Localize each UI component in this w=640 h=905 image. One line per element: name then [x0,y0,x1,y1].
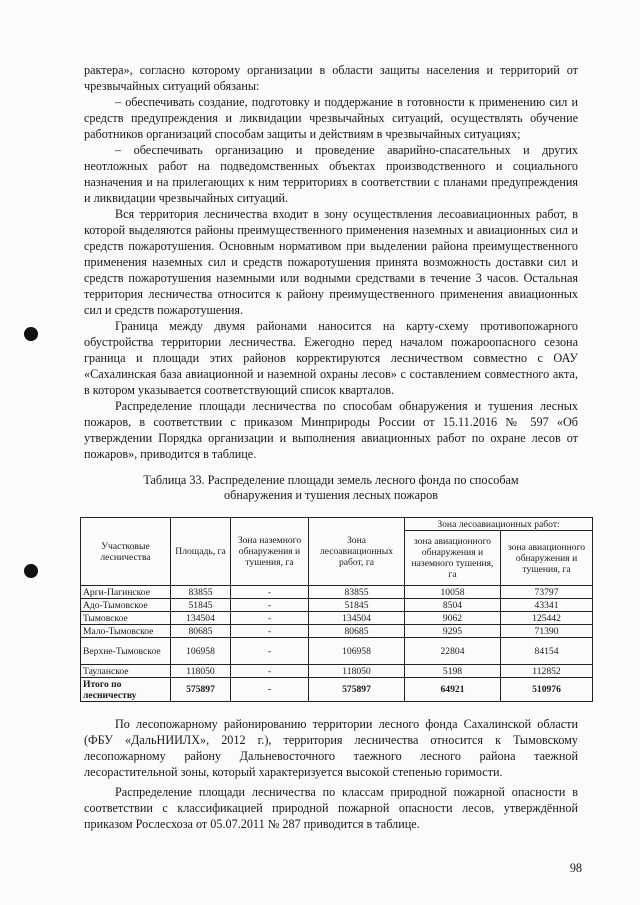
cell-ground: - [231,665,309,678]
table-row [81,638,593,665]
cell-area: 134504 [171,612,231,625]
cell-av-ground: 8504 [405,599,501,612]
cell-av-ground: 64921 [405,678,501,702]
cell-ground: - [231,625,309,638]
paragraph: рактера», согласно которому организации в области защиты населения и территорий от чрезвычайных ситуаций обязаны: [84,63,578,93]
header-aviation-works: Зона лесоавиационных работ: [405,518,593,531]
punch-hole-mark [24,327,38,341]
cell-aviation: 51845 [309,599,405,612]
table-row [81,612,593,625]
cell-ground: - [231,586,309,599]
cell-av-ground: 5198 [405,665,501,678]
table-caption-line: обнаружения и тушения лесных пожаров [224,488,438,502]
cell-aviation: 118050 [309,665,405,678]
paragraph: Вся территория лесничества входит в зону осуществления лесоавиационных работ, в которой выделяются районы преимущественного применения наземных и авиационных сил и средств пожаротушения. Основным нормативом при выделении района преимущественного применения наземных сил и средств пожаротушения принята возможность доставки сил и средств пожаротушения наземными или водными средствами в течение 3 часов. Остальная территория лесничества относится к району преимущественного применения авиационных сил и средств пожаротушения. [84,207,578,317]
header-area: Площадь, га [171,518,231,586]
table-caption-line: Таблица 33. Распределение площади земель лесного фонда по способам [143,473,519,487]
cell-aviation: 83855 [309,586,405,599]
cell-av-only: 84154 [501,638,593,665]
cell-area: 118050 [171,665,231,678]
body-text-bottom [84,716,578,832]
cell-forestry: Мало-Тымовское [81,625,171,638]
cell-av-only: 510976 [501,678,593,702]
cell-av-ground: 10058 [405,586,501,599]
forest-fire-zones-table [80,517,593,702]
paragraph: – обеспечивать создание, подготовку и поддержание в готовности к применению сил и средств предупреждения и ликвидации чрезвычайных ситуаций, осуществлять обучение работников организаций способам защиты и действиям в чрезвычайных ситуациях; [84,95,578,141]
cell-forestry: Арги-Пагинское [81,586,171,599]
cell-area: 575897 [171,678,231,702]
table-row [81,586,593,599]
cell-forestry: Адо-Тымовское [81,599,171,612]
cell-av-only: 125442 [501,612,593,625]
paragraph: По лесопожарному районированию территории лесного фонда Сахалинской области (ФБУ «ДальНИИЛХ», 2012 г.), территория лесничества относится к Тымовскому лесопожарному району Дальневосточного таежного лесного района таежной лесорастительной зоны, который характеризуется высокой степенью горимости. [84,717,578,779]
table-row [81,599,593,612]
cell-av-ground: 9062 [405,612,501,625]
cell-av-only: 112852 [501,665,593,678]
header-aviation-zone: Зона лесоавиационных работ, га [309,518,405,586]
cell-forestry: Тауланское [81,665,171,678]
header-aviation-only-sub: зона авиационного обнаружения и тушения, га [501,531,593,586]
cell-forestry: Тымовское [81,612,171,625]
cell-ground: - [231,678,309,702]
cell-forestry: Верхне-Тымовское [81,638,171,665]
cell-aviation: 106958 [309,638,405,665]
cell-area: 80685 [171,625,231,638]
table-total-row [81,678,593,702]
cell-ground: - [231,612,309,625]
cell-area: 106958 [171,638,231,665]
cell-av-ground: 9295 [405,625,501,638]
punch-hole-mark [24,564,38,578]
header-forestry: Участковые лесничества [81,518,171,586]
cell-aviation: 575897 [309,678,405,702]
cell-av-only: 71390 [501,625,593,638]
table-row [81,625,593,638]
cell-forestry: Итого по лесничеству [81,678,171,702]
paragraph: Распределение площади лесничества по способам обнаружения и тушения лесных пожаров, в соответствии с приказом Минприроды России от 15.11.2016 № 597 «Об утверждении Порядка организации и выполнения авиационных работ по охране лесов от пожаров», приводится в таблице. [84,399,578,461]
paragraph: Распределение площади лесничества по классам природной пожарной опасности в соответствии с классификацией природной пожарной опасности лесов, утверждённой приказом Рослесхоза от 05.07.2011 № 287 приводится в таблице. [84,785,578,831]
page-number: 98 [569,861,582,875]
table-caption [84,473,578,503]
cell-area: 51845 [171,599,231,612]
cell-aviation: 134504 [309,612,405,625]
cell-av-only: 43341 [501,599,593,612]
cell-av-ground: 22804 [405,638,501,665]
body-text-top [84,62,578,462]
header-ground-zone: Зона наземного обнаружения и тушения, га [231,518,309,586]
cell-ground: - [231,638,309,665]
cell-ground: - [231,599,309,612]
cell-av-only: 73797 [501,586,593,599]
cell-area: 83855 [171,586,231,599]
cell-aviation: 80685 [309,625,405,638]
paragraph: Граница между двумя районами наносится на карту-схему противопожарного обустройства территории лесничества. Ежегодно перед началом пожароопасного сезона граница и площади этих районов корректируются лесничеством совместно с ОАУ «Сахалинская база авиационной и наземной охраны лесов» с составлением совместного акта, в котором указывается соответствующий список кварталов. [84,319,578,397]
table-row [81,665,593,678]
paragraph: – обеспечивать организацию и проведение аварийно-спасательных и других неотложных работ на подведомственных объектах производственного и социального назначения и на прилегающих к ним территориях в соответствии с планами предупреждения и ликвидации чрезвычайных ситуаций. [84,143,578,205]
header-aviation-ground-sub: зона авиационного обнаружения и наземного тушения, га [405,531,501,586]
